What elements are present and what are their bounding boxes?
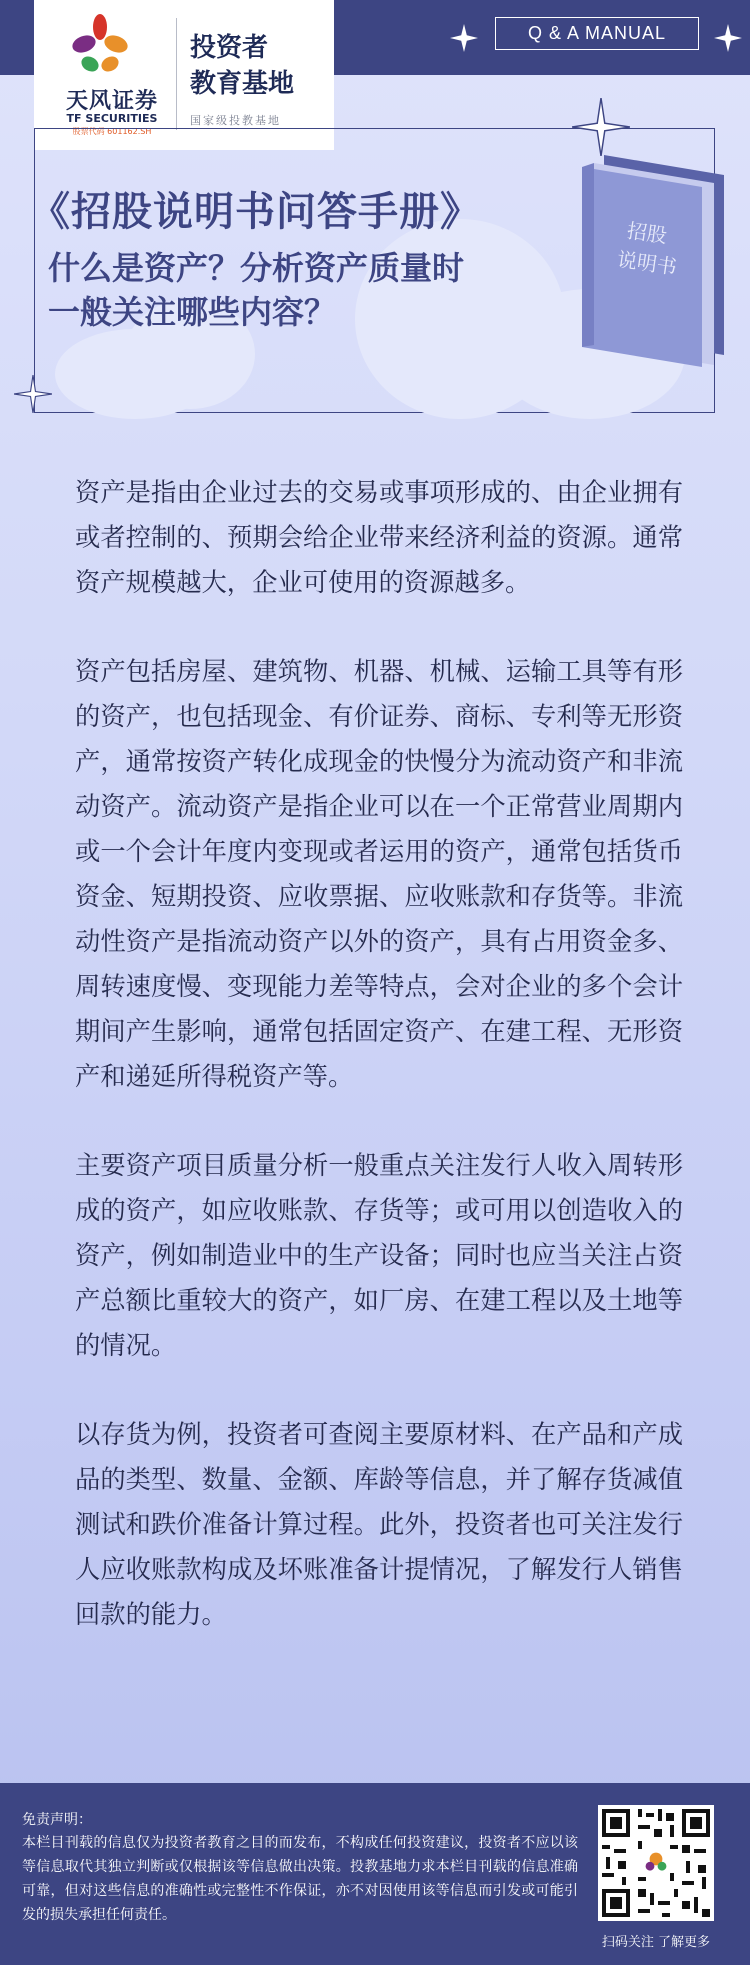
page-title: 《招股说明书问答手册》 bbox=[30, 189, 481, 235]
edu-title-line2: 教育基地 bbox=[190, 69, 295, 99]
page-subtitle bbox=[48, 246, 568, 334]
book-icon bbox=[574, 155, 734, 375]
tf-logo-icon bbox=[64, 14, 136, 76]
logo-brand-name: 天风证券 bbox=[65, 89, 158, 114]
subtitle-line1: 什么是资产？分析资产质量时 bbox=[48, 249, 465, 287]
paragraph: 资产包括房屋、建筑物、机器、机械、运输工具等有形的资产，也包括现金、有价证券、商标、专利等无形资产，通常按资产转化成现金的快慢分为流动资产和非流动资产。流动资产是指企业可以在一个正常营业周期内或一个会计年度内变现或者运用的资产，通常包括货币资金、短期投资、应收票据、应收账款和存货等。非流动性资产是指流动资产以外的资产，具有占用资金多、周转速度慢、变现能力差等特点，会对企业的多个会计期间产生影响，通常包括固定资产、在建工程、无形资产和递延所得税资产等。 bbox=[75, 657, 683, 1091]
book-label-line1: 招股 bbox=[625, 218, 669, 248]
qr-caption: 扫码关注 了解更多 bbox=[601, 1935, 711, 1950]
edu-title-line1: 投资者 bbox=[190, 33, 269, 63]
sparkle-star-icon bbox=[14, 375, 52, 413]
edu-base-subtitle: 国家级投教基地 bbox=[190, 114, 281, 127]
edu-base-title bbox=[190, 30, 330, 102]
qr-code[interactable] bbox=[598, 1805, 714, 1921]
logo-divider bbox=[176, 18, 177, 130]
sparkle-star-icon bbox=[450, 24, 478, 52]
sparkle-star-icon bbox=[572, 98, 630, 156]
disclaimer-title: 免责声明： bbox=[22, 1812, 92, 1828]
sparkle-star-icon bbox=[714, 24, 742, 52]
logo-english-name: TF SECURITIES bbox=[66, 112, 158, 125]
stock-code: 股票代码 601162.SH bbox=[72, 127, 152, 136]
disclaimer-text: 本栏目刊载的信息仅为投资者教育之目的而发布，不构成任何投资建议，投资者不应以该等信息取代其独立判断或仅根据该等信息做出决策。投教基地力求本栏目刊载的信息准确可靠，但对这些信息的准确性或完整性不作保证，亦不对因使用该等信息而引发或可能引发的损失承担任何责任。 bbox=[22, 1835, 578, 1923]
article-body bbox=[75, 470, 683, 1681]
subtitle-line2: 一般关注哪些内容？ bbox=[48, 293, 337, 331]
paragraph: 主要资产项目质量分析一般重点关注发行人收入周转形成的资产，如应收账款、存货等；或可用以创造收入的资产，例如制造业中的生产设备；同时也应当关注占资产总额比重较大的资产，如厂房、在建工程以及土地等的情况。 bbox=[75, 1151, 683, 1360]
paragraph: 资产是指由企业过去的交易或事项形成的、由企业拥有或者控制的、预期会给企业带来经济利益的资源。通常资产规模越大，企业可使用的资源越多。 bbox=[75, 478, 683, 597]
footer bbox=[0, 1783, 750, 1965]
qa-manual-badge: Q & A MANUAL bbox=[495, 17, 699, 50]
book-label-line2: 说明书 bbox=[615, 247, 679, 280]
paragraph: 以存货为例，投资者可查阅主要原材料、在产品和产成品的类型、数量、金额、库龄等信息，并了解存货减值测试和跌价准备计算过程。此外，投资者也可关注发行人应收账款构成及坏账准备计提情况，了解发行人销售回款的能力。 bbox=[75, 1420, 683, 1629]
